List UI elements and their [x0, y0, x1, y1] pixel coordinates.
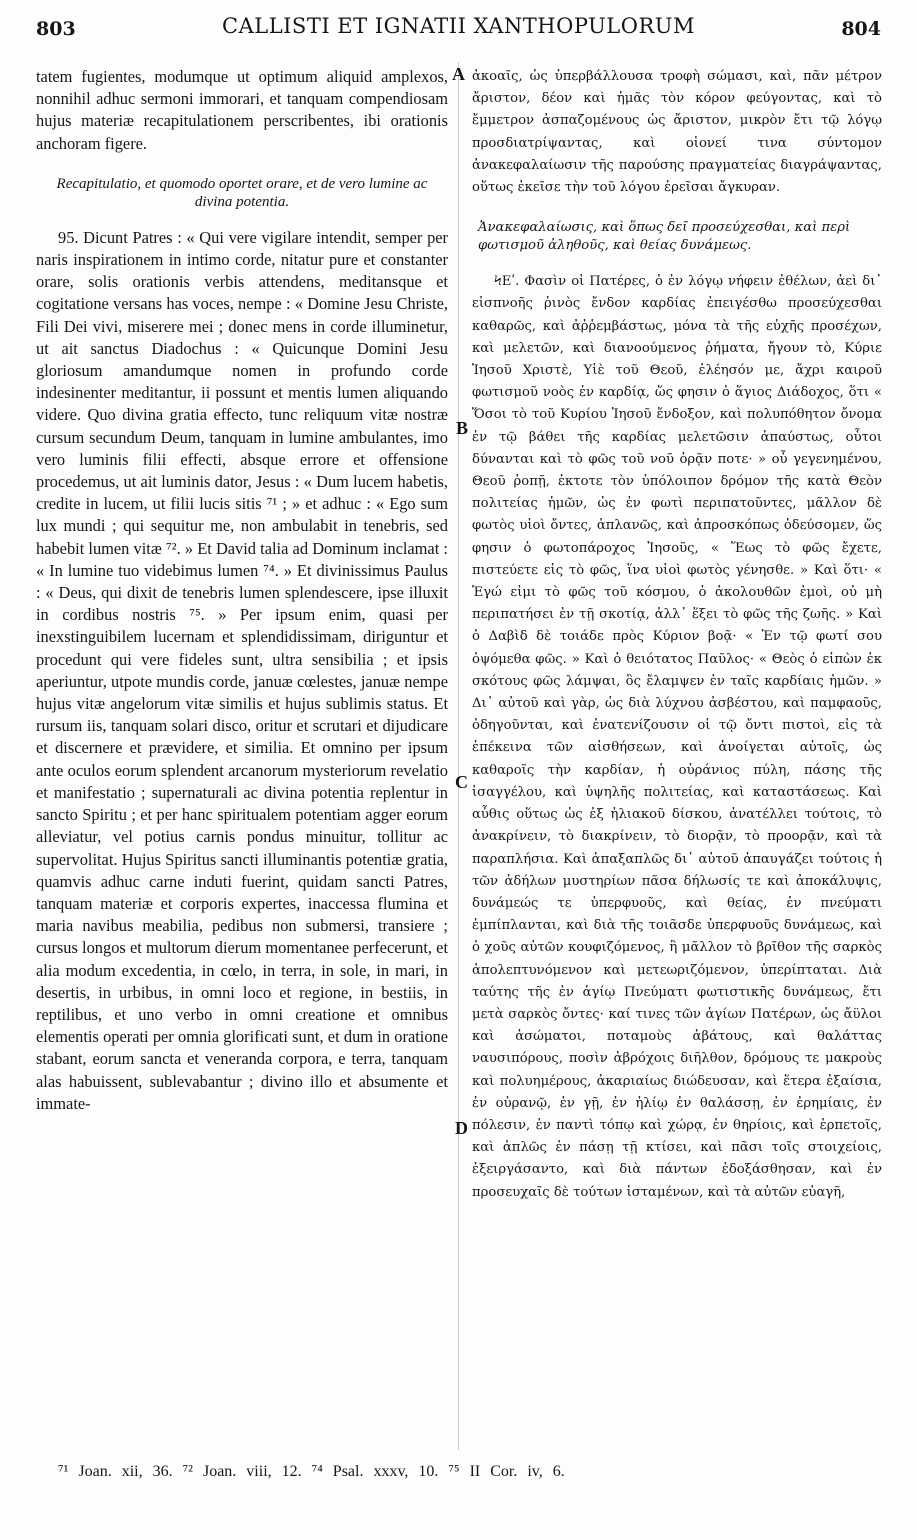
greek-section-heading: Ἀνακεφαλαίωσις, καὶ ὅπως δεῖ προσεύχεσθαι, καὶ περὶ φωτισμοῦ ἀληθοῦς, καὶ θείας δυνάμεως. — [478, 220, 851, 254]
margin-letter-b: B — [456, 418, 469, 438]
margin-letter-c: C — [455, 772, 468, 792]
page-number-right: 804 — [841, 18, 881, 40]
running-title: CALLISTI ET IGNATII XANTHOPULORUM — [222, 14, 695, 38]
latin-body-paragraph: 95. Dicunt Patres : « Qui vere vigilare intendit, semper per naris inspirationem in intimo corde, nitatur pure et constanter orare, solis orationis verbis attendens, meditansque et cogitatione versans has voces, nempe : « Domine Jesu Christe, Fili Dei vivi, miserere mei ; donec mens in corde illuminetur, ut ait sanctus Diadochus : « Quicunque Domini Jesu gloriosum amandumque nomen in profundo corde indesinenter meditantur, ii possunt et mentis lumen aliquando videre. Quo divina gratia effecto, tunc reliquum vitæ nostræ cursum secundum Deum, tanquam in lumine ambulantes, imo vero luminis filii effecti, absque errore et offensione procedemus, ut ait luminis dator, Jesus : « Dum lucem habetis, credite in lucem, ut filii lucis sitis ⁷¹ ; » et adhuc : « Ego sum lux mundi ; qui sequitur me, non ambulabit in tenebris, sed habebit lumen vitæ ⁷². » Et David talia ad Dominum inclamat : « In lumine tuo videbimus lumen ⁷⁴. » Et divinissimus Paulus : « Deus, qui dixit de tenebris lumen splendescere, ipse illuxit in cordibus nostris ⁷⁵. » Per ipsum enim, quasi per inexstinguibilem lucernam et splendidissimam, diriguntur et procedunt qui vere fideles sunt, ultra sensibilia ; et ipsis aperiuntur, utpote mundis corde, januæ cœlestes, januæ nempe hujus vitæ angelorum vitæ similis et hujus sublimis status. Et rursum iis, tanquam solari disco, oritur et scrutari et dijudicare et discernere et prævidere, et similia. Et omnino per ipsum ante oculos eorum splendent arcanorum mysteriorum revelatio et manifestatio ; supernaturali ac divina potentia replentur in sancto Spiritu ; et per hanc spiritualem potentiam agger eorum alleviatur, vel potius carnis pondus minuitur, tollitur ac supervolitat. Hujus Spiritus sancti illuminantis potentiæ gratia, quamvis adhuc carne induti fuerint, quidam sancti Patres, tanquam materiæ et corporis expertes, inaccessa flumina et maria navibus meabilia, pedibus non submersi, transiere ; cursus longos et multorum dierum momentanee perfecerunt, et alia modum excedentia, in cœlo, in terra, in sole, in mari, in desertis, in urbibus, in omni loco et regione, in bestiis, in reptilibus, et uno verbo in omni creatione et omnibus elementis operati per omnia glorificati sunt, et dum in oratione stabant, eorum sancta et veneranda corpora, e terra, tanquam alas habuissent, sublevabantur ; divino illo et absumente et immate- — [36, 227, 448, 1113]
footnotes: ⁷¹ Joan. xii, 36. ⁷² Joan. viii, 12. ⁷⁴ Psal. xxxv, 10. ⁷⁵ II Cor. iv, 6. — [58, 1463, 565, 1480]
latin-column — [36, 66, 448, 1451]
latin-section-heading: Recapitulatio, et quomodo oportet orare, et de vero lumine ac divina potentia. — [56, 175, 428, 210]
latin-intro-paragraph: tatem fugientes, modumque ut optimum aliquid amplexos, nonnihil adhuc sermoni immorari, et tanquam compendiosam hujus materiæ recapitulationem perscribentes, ibi orationis anchoram figere. — [36, 67, 448, 153]
greek-intro-paragraph: ἀκοαῖς, ὡς ὑπερβάλλουσα τροφὴ σώμασι, καὶ, πᾶν μέτρον ἄριστον, δέον καὶ ἡμᾶς τὸν κόρον φεύγοντας, καὶ τὸ ἔμμετρον ἀσπαζομένους ὡς ἄριστον, μικρὸν ἔτι τῷ λόγῳ προσδιατρίψαντας, καὶ οἱονεί τινα σύντομον ἀνακεφαλαίωσιν τῆς παρούσης πραγματείας διαγράψαντας, οὕτως ἐκεῖσε τὴν τοῦ λόγου ἐρεῖσαι ἄγκυραν. — [472, 69, 882, 196]
page-header — [0, 12, 917, 42]
greek-column — [472, 66, 882, 1451]
greek-body-paragraph: ϞΕʹ. Φασὶν οἱ Πατέρες, ὁ ἐν λόγῳ νήφειν ἐθέλων, ἀεὶ δι᾽ εἰσπνοῆς ῥινὸς ἔνδον καρδίας ἐπειγέσθω προσεύχεσθαι καθαρῶς, καὶ ἀῤῥεμβάστως, μόνα τὰ τῆς εὐχῆς προσέχων, καὶ μελετῶν, καὶ διανοούμενος ῥήματα, ἤγουν τὸ, Κύριε Ἰησοῦ Χριστὲ, Υἱὲ τοῦ Θεοῦ, ἐλέησόν με, ἄχρι καιροῦ φωτισμοῦ νοὸς ἐν καρδίᾳ, ὥς φησιν ὁ ἅγιος Διάδοχος, ὅτι « Ὅσοι τὸ τοῦ Κυρίου Ἰησοῦ ἔνδοξον, καὶ πολυπόθητον ὄνομα ἐν τῷ βάθει τῆς καρδίας μελετῶσιν ἀπαύστως, οὗτοι δύνανται καὶ τὸ φῶς τοῦ νοῦ ὁρᾷν ποτε· » οὗ γεγενημένου, Θεοῦ ῥοπῇ, ἐκτοτε τὸν ὑπόλοιπον δρόμον τῆς κατὰ Θεὸν πολιτείας ἡμῶν, ὡς ἐν φωτὶ περιπατοῦντες, μᾶλλον δὲ φωτὸς υἱοὶ ὄντες, ἀπλανῶς, καὶ ἀπροσκόπως ὁδεύσομεν, ὥς φησιν ὁ φωτοπάροχος Ἰησοῦς, « Ἕως τὸ φῶς ἔχετε, πιστεύετε εἰς τὸ φῶς, ἵνα υἱοὶ φωτὸς γένησθε. » Καὶ ὅτι· « Ἐγώ εἰμι τὸ φῶς τοῦ κόσμου, ὁ ἀκολουθῶν ἐμοὶ, οὐ μὴ περιπατήσει ἐν τῇ σκοτίᾳ, ἀλλ᾽ ἕξει τὸ φῶς τῆς ζωῆς. » Καὶ ὁ Δαβὶδ δὲ τοιάδε πρὸς Κύριον βοᾷ· « Ἐν τῷ φωτί σου ὀψόμεθα φῶς. » Καὶ ὁ θειότατος Παῦλος· « Θεὸς ὁ εἰπὼν ἐκ σκότους φῶς λάμψαι, ὃς ἔλαμψεν ἐν ταῖς καρδίαις ἡμῶν. » Δι᾽ αὐτοῦ καὶ γὰρ, ὡς διὰ λύχνου ἀσβέστου, καὶ παμφαοῦς, ὁδηγοῦνται, καὶ ἐνατενίζουσιν οἱ τῷ ὄντι πιστοὶ, εἰς τὰ ἐπέκεινα τῶν αἰσθήσεων, καὶ ἀνοίγεται αὐτοῖς, ὡς καθαροῖς τὴν καρδίαν, ἡ οὐράνιος πύλη, πάσης τῆς ἰσαγγέλου, καὶ ὑψηλῆς πολιτείας, καὶ καταστάσεως. Καὶ αὖθις οὕτως ὡς ἐξ ἡλιακοῦ δίσκου, ἀνατέλλει τούτοις, τὸ ἀνακρίνειν, τὸ διακρίνειν, τὸ διορᾷν, τὸ προορᾷν, καὶ τὰ παραπλήσια. Καὶ ἁπαξαπλῶς δι᾽ αὐτοῦ ἀπαυγάζει τούτοις ἡ τῶν ἀδήλων μυστηρίων πᾶσα δήλωσίς τε καὶ ἀποκάλυψις, δυνάμεώς τε ὑπερφυοῦς, καὶ θείας, ἐν πνεύματι ἐμπίπλανται, καὶ διὰ τῆς τοιᾶσδε ὑπερφυοῦς δυνάμεως, καὶ ὁ χοῦς αὐτῶν κουφιζόμενος, ἢ μᾶλλον τὸ βρῖθον τῆς σαρκὸς ἀπολεπτυνόμενον καὶ μετεωριζόμενον, ὑπερίπταται. Διὰ ταύτης τῆς ἐν ἁγίῳ Πνεύματι φωτιστικῆς δυνάμεως, ἔτι μετὰ σαρκὸς ὄντες· καί τινες τῶν ἁγίων Πατέρων, ὡς ἄϋλοι καὶ ἀσώματοι, ποταμοὺς ἀβάτους, καὶ θαλάττας ναυσιπόρους, ποσὶν ἀβρόχοις διῆλθον, δρόμους τε μακροὺς καὶ πολυημέρους, ἀκαριαίως διώδευσαν, καὶ ἕτερα ἐξαίσια, ἐν οὐρανῷ, ἐν γῇ, ἐν ἡλίῳ ἐν θαλάσσῃ, ἐν ἐρημίαις, ἐν πόλεσιν, ἐν παντὶ τόπῳ καὶ χώρᾳ, ἐν θηρίοις, καὶ ἑρπετοῖς, καὶ ἁπλῶς ἐν πάσῃ τῇ κτίσει, καὶ πᾶσι τοῖς στοιχείοις, ἐξειργάσαντο, καὶ διὰ πάντων ἐδοξάσθησαν, καὶ ἐν προσευχαῖς δὲ τούτων ἱσταμένων, καὶ τὰ αὐτῶν εὐαγῆ, — [472, 274, 882, 1200]
margin-letter-a: A — [452, 64, 465, 84]
margin-letter-d: D — [455, 1118, 468, 1138]
page-number-left: 803 — [36, 18, 76, 40]
column-divider — [458, 62, 459, 1450]
